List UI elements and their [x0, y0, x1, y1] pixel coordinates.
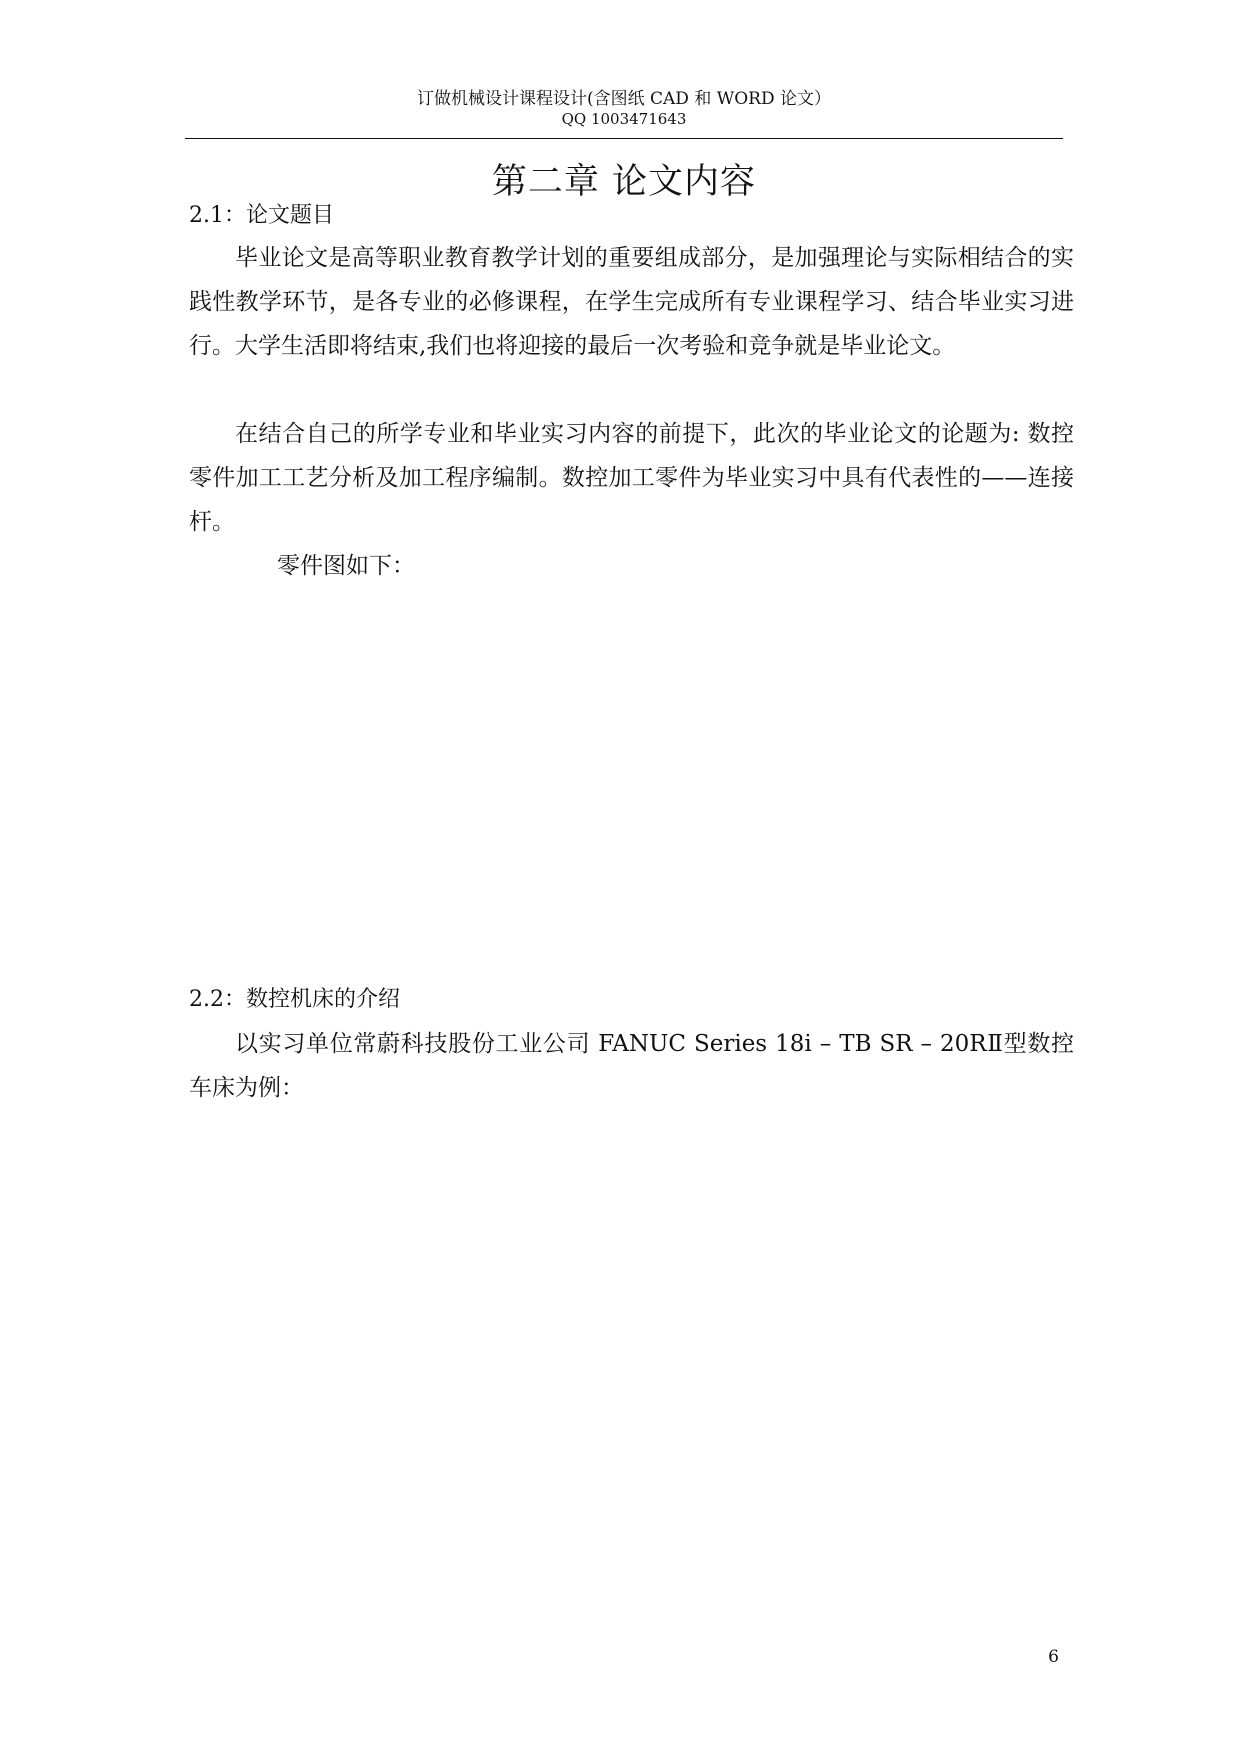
section-2-2-paragraph-1: 以实习单位常蔚科技股份工业公司 FANUC Series 18i – TB SR – 20RⅡ型数控车床为例： [189, 1031, 1074, 1101]
header-divider [185, 138, 1063, 139]
section-2-1-paragraph-2: 在结合自己的所学专业和毕业实习内容的前提下，此次的毕业论文的论题为: 数控零件加工工艺分析及加工程序编制。数控加工零件为毕业实习中具有代表性的——连接杆。 [189, 421, 1074, 535]
page-header [185, 88, 1063, 129]
figure-caption: 零件图如下： [277, 553, 415, 579]
header-title: 订做机械设计课程设计(含图纸 CAD 和 WORD 论文） [416, 89, 831, 109]
header-contact: QQ 1003471643 [561, 110, 687, 128]
page-number: 6 [1048, 1647, 1059, 1667]
section-heading-2-2: 2.2：数控机床的介绍 [189, 987, 400, 1012]
section-heading-2-1: 2.1：论文题目 [189, 203, 334, 228]
part-drawing-area [189, 590, 1074, 970]
section-2-1-paragraph-1: 毕业论文是高等职业教育教学计划的重要组成部分，是加强理论与实际相结合的实践性教学环节，是各专业的必修课程，在学生完成所有专业课程学习、结合毕业实习进行。大学生活即将结束,我们也将迎接的最后一次考验和竞争就是毕业论文。 [189, 245, 1074, 359]
chapter-title: 第二章 论文内容 [491, 162, 757, 202]
lathe-figure-area [189, 1120, 1074, 1620]
